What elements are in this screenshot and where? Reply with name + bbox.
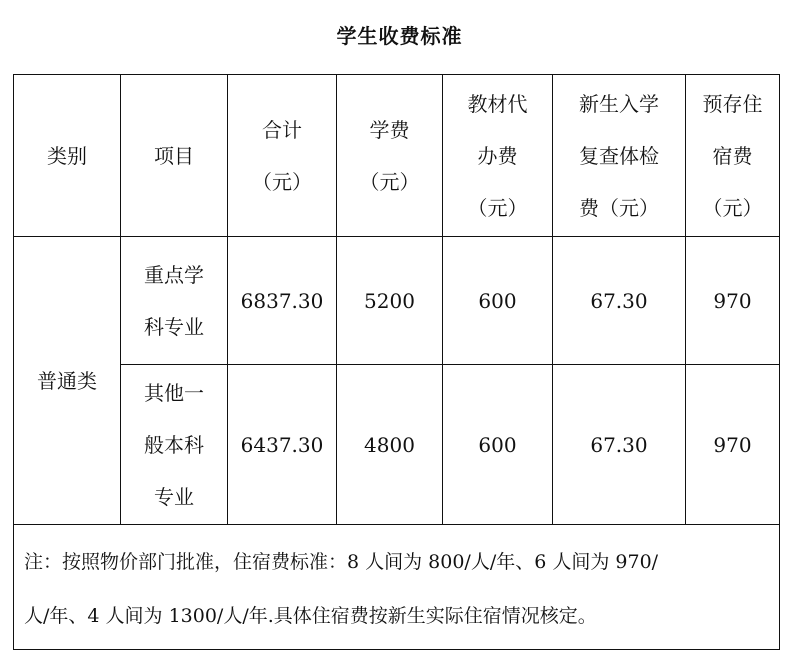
note-row [14,525,780,650]
header-category: 类别 [14,75,121,237]
header-row [14,75,780,237]
fee-table [13,74,780,650]
table-row [14,237,780,365]
checkup-fee-cell: 67.30 [553,365,686,525]
header-tuition: 学费 （元） [337,75,443,237]
tuition-cell: 4800 [337,365,443,525]
note-line-2: 人/年、4 人间为 1300/人/年.具体住宿费按新生实际住宿情况核定。 [24,605,597,627]
header-dorm-fee: 预存住 宿费 （元） [686,75,780,237]
table-row [14,365,780,525]
total-cell: 6437.30 [228,365,337,525]
header-item: 项目 [121,75,228,237]
category-cell: 普通类 [14,237,121,525]
checkup-fee-cell: 67.30 [553,237,686,365]
header-textbook-fee: 教材代 办费 （元） [443,75,553,237]
note-line-1: 注：按照物价部门批准，住宿费标准：8 人间为 800/人/年、6 人间为 970/ [24,551,659,573]
item-cell: 其他一 般本科 专业 [121,365,228,525]
dorm-fee-cell: 970 [686,365,780,525]
tuition-cell: 5200 [337,237,443,365]
header-checkup-fee: 新生入学 复查体检 费（元） [553,75,686,237]
total-cell: 6837.30 [228,237,337,365]
dorm-fee-cell: 970 [686,237,780,365]
textbook-fee-cell: 600 [443,237,553,365]
header-total: 合计 （元） [228,75,337,237]
note-cell [14,525,780,650]
item-cell: 重点学 科专业 [121,237,228,365]
textbook-fee-cell: 600 [443,365,553,525]
page-title: 学生收费标准 [336,24,463,48]
